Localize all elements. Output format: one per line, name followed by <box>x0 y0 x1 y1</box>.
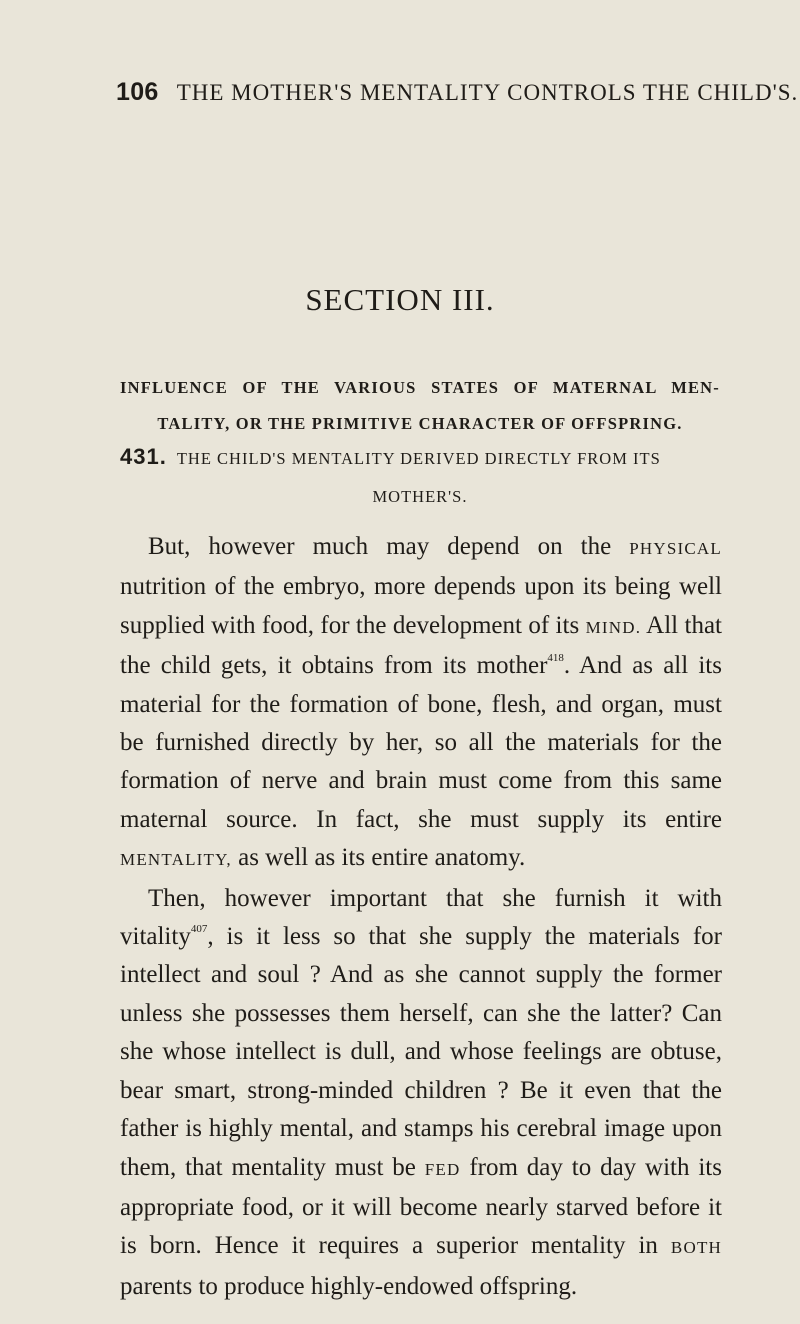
paragraph-2 <box>120 880 722 1306</box>
body-text <box>120 528 722 1306</box>
p1-text-4: . And as all its material for the formation of bone, flesh, and organ, must be furnished directly by her, so all the materials for the formation of nerve and brain must come from this same maternal source. In fact, she must supply its entire <box>120 652 722 833</box>
p1-small-caps-1: PHYSICAL <box>629 539 722 558</box>
p1-reference-1: 418 <box>547 652 564 665</box>
paragraph-heading <box>120 438 720 516</box>
p1-text-1: But, however much may depend on the <box>148 533 630 560</box>
section-title: SECTION III. <box>305 282 495 317</box>
paragraph-heading-line-2: MOTHER'S. <box>372 487 468 506</box>
paragraph-1 <box>120 528 722 880</box>
p2-text-2: , is it less so that she supply the materials for intellect and soul ? And as she cannot supply the former unless she possesses them herself, can she the latter? Can she whose intellect is dull, and whose feelings are obtuse, bear smart, strong-minded children ? Be it even that the father is highly mental, and stamps his cerebral image upon them, that mentality must be <box>120 923 722 1181</box>
p2-text-4: parents to produce highly-endowed offspring. <box>120 1272 578 1300</box>
p2-small-caps-2: BOTH <box>670 1238 722 1258</box>
p1-text-2: nutrition of the embryo, more depends upon its being well supplied with food, for the development of its <box>120 573 722 639</box>
running-head-title: THE MOTHER'S MENTALITY CONTROLS THE CHILD'S. <box>176 80 799 105</box>
p1-text-3: All that the child gets, it obtains from its mother <box>120 611 722 680</box>
p2-reference-1: 407 <box>190 923 208 936</box>
section-subtitle <box>120 370 720 442</box>
p2-text-3: from day to day with its appropriate food, or it will become nearly starved before it is born. Hence it requires a superior mentality in <box>120 1153 722 1260</box>
paragraph-number: 431. <box>120 444 167 469</box>
section-subtitle-line-1: INFLUENCE OF THE VARIOUS STATES OF MATERNAL MEN- <box>120 378 720 397</box>
p1-small-caps-3: MENTALITY, <box>120 850 232 870</box>
paragraph-heading-line-1: THE CHILD'S MENTALITY DERIVED DIRECTLY FROM ITS <box>176 449 661 468</box>
section-subtitle-line-2: TALITY, OR THE PRIMITIVE CHARACTER OF OFFSPRING. <box>157 414 683 433</box>
running-head <box>116 78 799 107</box>
p1-text-5: as well as its entire anatomy. <box>231 844 526 872</box>
p2-text-1: Then, however important that she furnish it with vitality <box>120 884 722 951</box>
p2-small-caps-1: FED <box>424 1159 461 1179</box>
page-number: 106 <box>116 78 159 106</box>
p1-small-caps-2: MIND. <box>585 617 642 637</box>
